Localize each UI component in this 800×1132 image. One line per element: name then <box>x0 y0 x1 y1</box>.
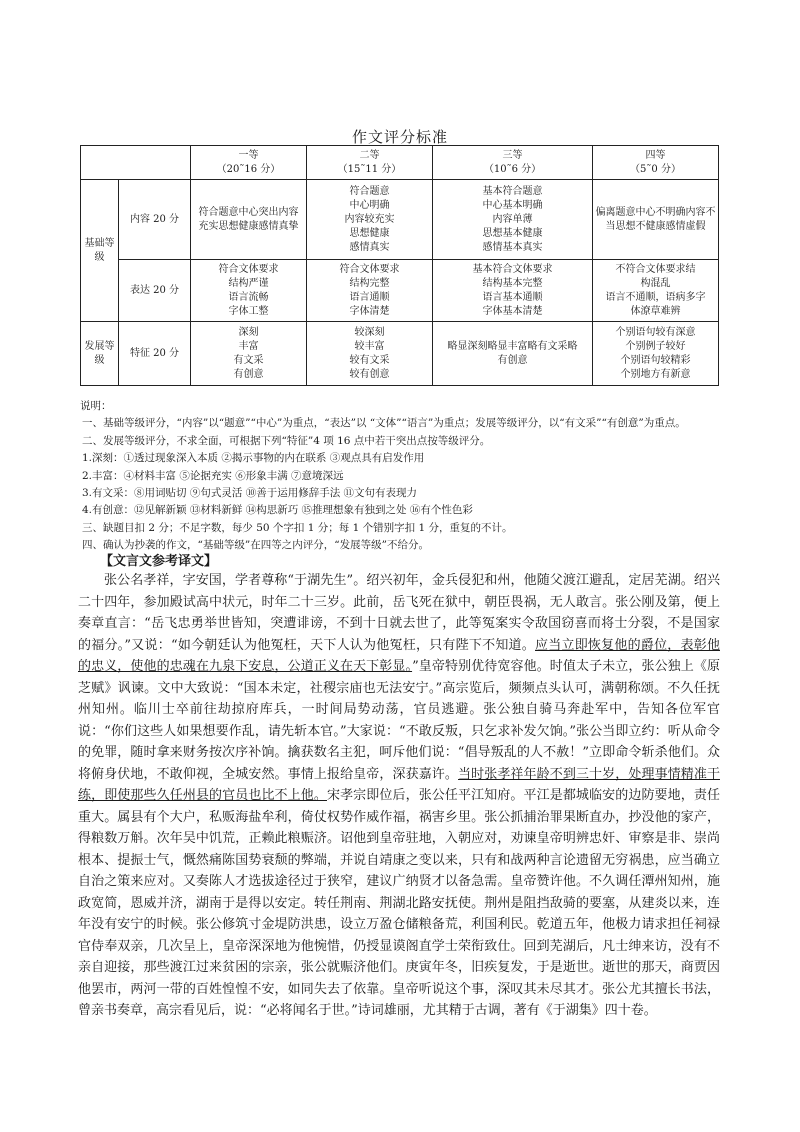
note-line: 1.深刻：①透过现象深入本质 ②揭示事物的内在联系 ③观点具有启发作用 <box>82 452 425 465</box>
table-cell: 略显深刻略显丰富略有文采略 有创意 <box>433 322 593 386</box>
grade-header-row <box>81 146 719 180</box>
scoring-notes <box>80 398 720 555</box>
note-line: 说明： <box>80 400 112 412</box>
translation-text: 张公名孝祥，字安国，学者尊称“于湖先生”。绍兴初年，金兵侵犯和州，他随父渡江避乱，定居芜湖。绍兴二十四年，参加殿试高中状元，时年二十三岁。此前，岳飞死在狱中，朝臣畏祸，无人敢言。张公刚及第，便上奏章直言：“岳飞忠勇举世皆知，突遭诽谤，不到十日就去世了，此等冤案实令敌国窃喜而将士分裂，不是国家的福分。”又说：“如今朝廷认为他冤枉，天下人认为他冤枉，只有陛下不知道。应当立即恢复他的爵位，表彰他的忠义，使他的忠魂在九泉下安息，公道正义在天下彰显。”皇帝特别优待宽容他。时值太子未立，张公独上《原芝赋》讽谏。文中大致说：“国本未定，社稷宗庙也无法安宁。”高宗览后，频频点头认可，满朝称颂。不久任抚州知州。临川士卒前往劫掠府库兵，一时间局势动荡，官员逃避。张公独自骑马奔赴军中，告知各位军官说：“你们这些人如果想要作乱，请先斩本官。”大家说：“不敢反叛，只乞求补发欠饷。”张公当即立约：听从命令的免罪，随时拿来财务按次序补饷。擒获数名主犯，呵斥他们说：“倡导叛乱的人不赦！”立即命令斩杀他们。众将俯身伏地，不敢仰视，全城安然。事情上报给皇帝，深获嘉许。当时张孝祥年龄不到三十岁，处理事情精准干练，即使那些久任州县的官员也比不上他。宋孝宗即位后，张公任平江知府。平江是都城临安的边防要地，责任重大。属县有个大户，私贩海盐牟利，倚仗权势作威作福，祸害乡里。张公抓捕治罪果断直办，抄没他的家产，得粮数万斛。次年吴中饥荒，正赖此粮赈济。诏他到皇帝驻地，入朝应对，劝谏皇帝明辨忠奸、审察是非、崇尚根本、提振士气，慨然痛陈国势衰颓的弊端，并说自靖康之变以来，只有和战两种言论遗留无穷祸患，应当确立自治之策来应对。又奏陈人才选拔途径过于狭窄，建议广纳贤才以备急需。皇帝赞许他。不久调任潭州知州，施政宽简，恩威并济，湖南于是得以安定。转任荆南、荆湖北路安抚使。荆州是阻挡敌骑的要塞，从建炎以来，连年没有安宁的时候。张公修筑寸金堤防洪患，设立万盈仓储粮备荒，利国利民。乾道五年，他极力请求担任祠禄官侍奉双亲，几次呈上，皇帝深深地为他惋惜，仍授显谟阁直学士荣衔致仕。回到芜湖后，凡士绅来访，没有不亲自迎接，那些渡江过来贫困的宗亲，张公就赈济他们。庚寅年冬，旧疾复发，于是逝世。逝世的那天，商贾因他罢市，两河一带的百姓惶惶不安，如同失去了依靠。皇帝听说这个事，深叹其未尽其才。张公尤其擅长书法，曾亲书奏章，高宗看见后，说：“必将闻名于世。”诗词雄丽，尤其精于古调，著有《于湖集》四十卷。 <box>78 573 720 1018</box>
table-cell: 符合题意 中心明确 内容较充实 思想健康 感情真实 <box>307 180 433 260</box>
table-cell: 偏离题意中心不明确内容不 当思想不健康感情虚假 <box>593 180 719 260</box>
grade-header-2: 二等 （15˜11 分） <box>307 146 433 180</box>
table-cell: 基本符合题意 中心基本明确 内容单薄 思想基本健康 感情基本真实 <box>433 180 593 260</box>
table-cell: 基本符合文体要求 结构基本完整 语言基本通顺 字体基本清楚 <box>433 260 593 322</box>
table-cell: 符合题意中心突出内容 充实思想健康感情真挚 <box>191 180 307 260</box>
underlined-sentence: 应当立即恢复他的爵位，表彰他的忠义，使他的忠魂在九泉下安息，公道正义在天下彰显。 <box>78 637 720 674</box>
table-cell: 个别语句较有深意 个别例子较好 个别语句较精彩 个别地方有新意 <box>593 322 719 386</box>
table-cell: 较深刻 较丰富 较有文采 较有创意 <box>307 322 433 386</box>
grade-header-1: 一等 （20˜16 分） <box>191 146 307 180</box>
scoring-table <box>80 145 719 386</box>
basic-level-label: 基础等级 <box>81 180 119 322</box>
table-cell: 符合文体要求 结构严谨 语言流畅 字体工整 <box>191 260 307 322</box>
table-cell: 不符合文体要求结 构混乱 语言不通顺，语病多字 体潦草难辨 <box>593 260 719 322</box>
page-title: 作文评分标准 <box>351 128 448 146</box>
item-label: 特征 20 分 <box>119 322 191 386</box>
item-label: 内容 20 分 <box>119 180 191 260</box>
table-row <box>81 180 719 260</box>
note-line: 3.有文采：⑧用词贴切 ⑨句式灵活 ⑩善于运用修辞手法 ⑪文句有表现力 <box>82 487 418 500</box>
grade-header-4: 四等 （5˜0 分） <box>593 146 719 180</box>
note-line: 4.有创意：⑫见解新颖 ⑬材料新鲜 ⑭构思新巧 ⑮推理想象有独到之处 ⑯有个性色彩 <box>82 504 473 517</box>
grade-header-3: 三等 （10˜6 分） <box>433 146 593 180</box>
table-row <box>81 260 719 322</box>
table-cell: 深刻 丰富 有文采 有创意 <box>191 322 307 386</box>
underlined-sentence: 当时张孝祥年龄不到三十岁，处理事情精准干练，即使那些久任州县的官员也比不上他。 <box>78 766 720 803</box>
note-line: 二、发展等级评分，不求全面，可根据下列“特征”4 项 16 点中若干突出点按等级评分。 <box>82 434 491 447</box>
note-line: 2.丰富：④材料丰富 ⑤论据充实 ⑥形象丰满 ⑦意境深远 <box>82 469 344 482</box>
table-row <box>81 322 719 386</box>
table-cell: 符合文体要求 结构完整 语言通顺 字体清楚 <box>307 260 433 322</box>
note-line: 三、缺题目扣 2 分；不足字数，每少 50 个字扣 1 分；每 1 个错别字扣 1 分，重复的不计。 <box>82 521 513 534</box>
note-line: 四、确认为抄袭的作文，“基础等级”在四等之内评分，“发展等级”不给分。 <box>82 539 429 552</box>
dev-level-label: 发展等级 <box>81 322 119 386</box>
note-line: 一、基础等级评分，“内容”以“题意”“中心”为重点，“表达”以 “文体”“语言”为重点；发展等级评分，以“有文采”“有创意”为重点。 <box>82 417 686 430</box>
item-label: 表达 20 分 <box>119 260 191 322</box>
translation-heading: 【文言文参考译文】 <box>100 554 218 569</box>
